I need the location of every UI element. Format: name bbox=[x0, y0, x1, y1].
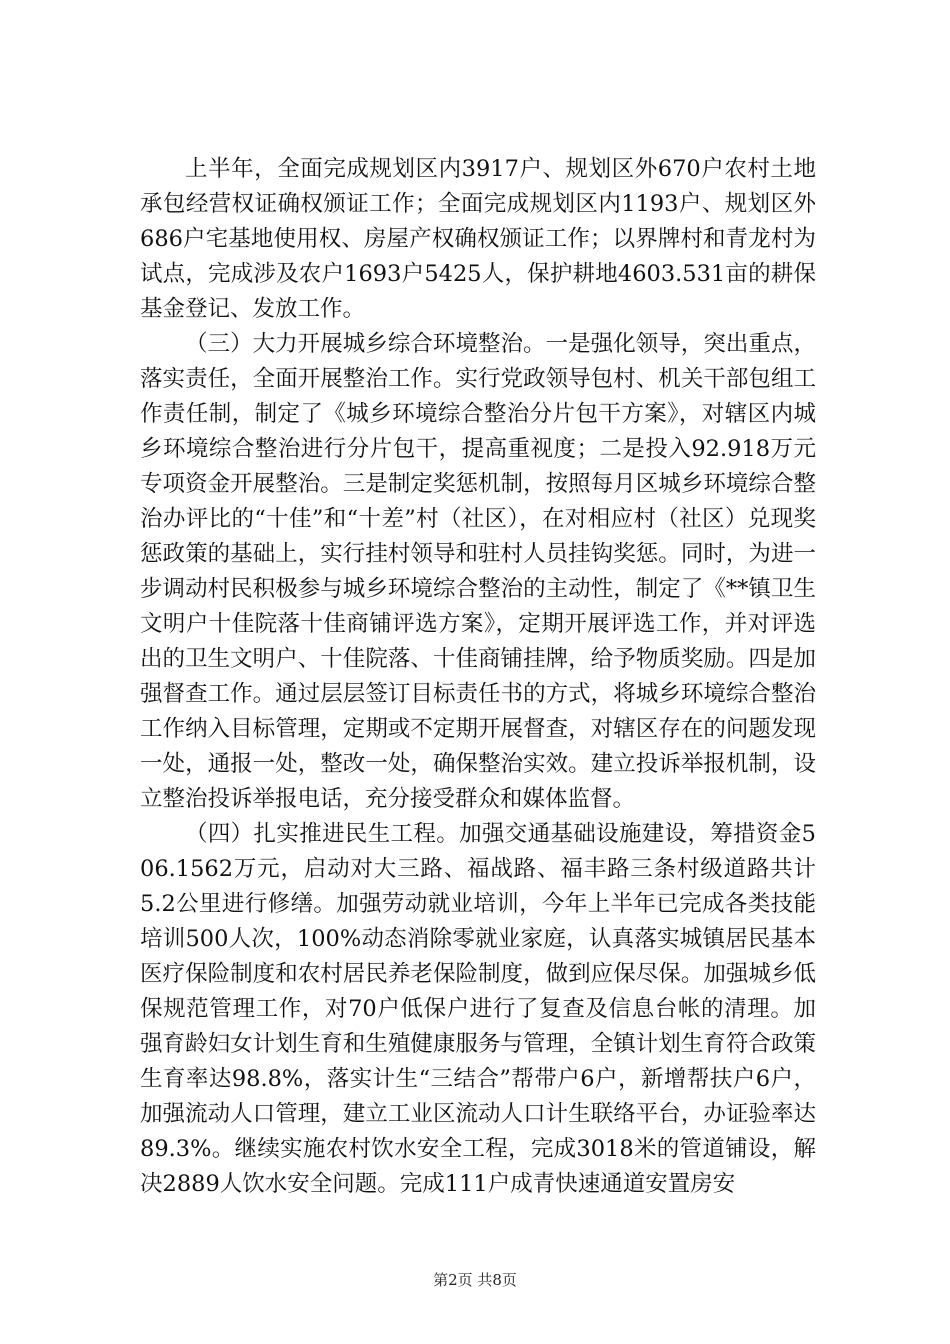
paragraph-land-rights: 上半年，全面完成规划区内3917户、规划区外670户农村土地承包经营权证确权颁证工作；全面完成规划区内1193户、规划区外686户宅基地使用权、房屋产权确权颁证工作；以界牌村和青龙村为试点，完成涉及农户1693户5425人，保护耕地4603.531亩的耕保基金登记、发放工作。 bbox=[140, 156, 816, 322]
paragraph-livelihood-projects: （四）扎实推进民生工程。加强交通基础设施建设，筹措资金506.1562万元，启动对大三路、福战路、福丰路三条村级道路共计5.2公里进行修缮。加强劳动就业培训，今年上半年已完成各类技能培训500人次，100%动态消除零就业家庭，认真落实城镇居民基本医疗保险制度和农村居民养老保险制度，做到应保尽保。加强城乡低保规范管理工作，对70户低保户进行了复查及信息台帐的清理。加强育龄妇女计划生育和生殖健康服务与管理，全镇计划生育符合政策生育率达98.8%，落实计生“三结合”帮带户6户，新增帮扶户6户，加强流动人口管理，建立工业区流动人口计生联络平台，办证验率达89.3%。继续实施农村饮水安全工程，完成3018米的管道铺设，解决2889人饮水安全问题。完成111户成青快速通道安置房安 bbox=[140, 821, 816, 1197]
paragraph-environment-improvement: （三）大力开展城乡综合环境整治。一是强化领导，突出重点，落实责任，全面开展整治工作。实行党政领导包村、机关干部包组工作责任制，制定了《城乡环境综合整治分片包干方案》，对辖区内城乡环境综合整治进行分片包干，提高重视度；二是投入92.918万元专项资金开展整治。三是制定奖惩机制，按照每月区城乡环境综合整治办评比的“十佳”和“十差”村（社区），在对相应村（社区）兑现奖惩政策的基础上，实行挂村领导和驻村人员挂钩奖惩。同时，为进一步调动村民积极参与城乡环境综合整治的主动性，制定了《**镇卫生文明户十佳院落十佳商铺评选方案》，定期开展评选工作，并对评选出的卫生文明户、十佳院落、十佳商铺挂牌，给予物质奖励。四是加强督查工作。通过层层签订目标责任书的方式，将城乡环境综合整治工作纳入目标管理，定期或不定期开展督查，对辖区存在的问题发现一处，通报一处，整改一处，确保整治实效。建立投诉举报机制，设立整治投诉举报电话，充分接受群众和媒体监督。 bbox=[140, 331, 816, 812]
document-body bbox=[140, 152, 816, 1202]
page-number-footer: 第2页 共8页 bbox=[433, 1271, 517, 1289]
